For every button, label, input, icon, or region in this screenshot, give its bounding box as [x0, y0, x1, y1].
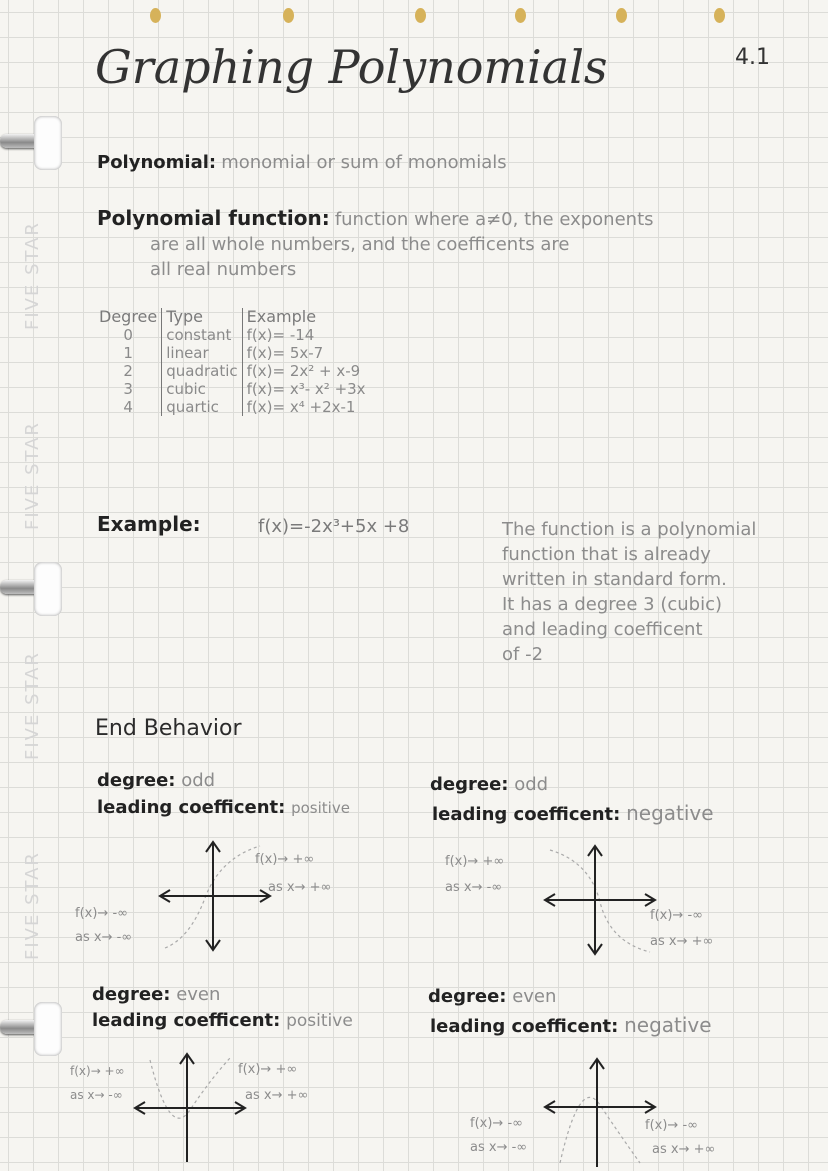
- end-behavior-annotation: f(x)→ +∞: [238, 1062, 298, 1077]
- table-cell: f(x)= x⁴ +2x-1: [242, 398, 369, 416]
- end-behavior-annotation: as x→ +∞: [650, 934, 714, 949]
- end-behavior-annotation: as x→ +∞: [652, 1142, 716, 1157]
- definition-separator: :: [321, 206, 330, 230]
- example-function: f(x)=-2x³+5x +8: [258, 516, 410, 537]
- end-behavior-heading: End Behavior: [95, 716, 242, 741]
- polynomial-types-table: [95, 308, 370, 416]
- binder-ring: [0, 114, 60, 172]
- table-cell: quartic: [162, 398, 242, 416]
- polynomial-function-definition: [97, 206, 654, 230]
- binder-dot: [283, 8, 294, 23]
- end-behavior-annotation: f(x)→ +∞: [70, 1064, 125, 1078]
- case-degree: [92, 984, 220, 1005]
- coefficient-value: positive: [286, 1011, 353, 1031]
- end-behavior-annotation: f(x)→ -∞: [75, 906, 128, 921]
- polynomial-function-line: function where a≠0, the exponents: [334, 209, 654, 230]
- table-header: Degree: [99, 307, 158, 326]
- example-explanation: [502, 517, 822, 667]
- coefficient-label: leading coefficent:: [432, 804, 621, 825]
- table-cell: 2: [123, 362, 133, 380]
- definition-separator: :: [208, 152, 217, 173]
- table-header: Type: [162, 308, 242, 326]
- binder-dot: [515, 8, 526, 23]
- table-cell: f(x)= x³- x² +3x: [242, 380, 369, 398]
- explanation-line: written in standard form.: [502, 569, 727, 590]
- binder-ring: [0, 1000, 60, 1058]
- table-cell: 1: [123, 344, 133, 362]
- binder-dot: [415, 8, 426, 23]
- table-row: [95, 326, 370, 344]
- table-row: [95, 380, 370, 398]
- end-behavior-graph: [540, 1055, 660, 1170]
- end-behavior-annotation: as x→ -∞: [75, 930, 133, 945]
- page-number: 4.1: [735, 45, 770, 70]
- example-label: Example:: [97, 512, 201, 536]
- coefficient-label: leading coefficent:: [97, 797, 286, 818]
- case-degree: [97, 770, 215, 791]
- explanation-line: function that is already: [502, 544, 711, 565]
- end-behavior-annotation: f(x)→ -∞: [645, 1118, 698, 1133]
- binder-ring: [0, 560, 60, 618]
- table-cell: f(x)= 2x² + x-9: [242, 362, 369, 380]
- table-cell: f(x)= -14: [242, 326, 369, 344]
- table-cell: constant: [162, 326, 242, 344]
- table-cell: linear: [162, 344, 242, 362]
- degree-label: degree:: [97, 770, 176, 791]
- end-behavior-annotation: f(x)→ +∞: [255, 852, 315, 867]
- explanation-line: The function is a polynomial: [502, 519, 757, 540]
- coefficient-value: negative: [624, 1013, 712, 1037]
- explanation-line: It has a degree 3 (cubic): [502, 594, 723, 615]
- coefficient-label: leading coefficent:: [92, 1010, 281, 1031]
- table-row: [95, 362, 370, 380]
- binder-dot: [714, 8, 725, 23]
- brand-watermark: FIVE STAR: [22, 421, 43, 530]
- end-behavior-annotation: as x→ +∞: [268, 880, 332, 895]
- degree-value: odd: [181, 770, 216, 791]
- polynomial-function-line: are all whole numbers, and the coefficents are: [150, 234, 570, 255]
- brand-watermark: FIVE STAR: [22, 651, 43, 760]
- end-behavior-annotation: as x→ -∞: [70, 1088, 123, 1102]
- case-coefficient: [432, 801, 714, 825]
- end-behavior-annotation: as x→ -∞: [445, 880, 503, 895]
- table-cell: cubic: [162, 380, 242, 398]
- degree-label: degree:: [430, 774, 509, 795]
- polynomial-function-term: Polynomial function: [97, 206, 322, 230]
- case-coefficient: [92, 1010, 353, 1031]
- end-behavior-graph: [130, 1050, 250, 1168]
- explanation-line: and leading coefficent: [502, 619, 703, 640]
- explanation-line: of -2: [502, 644, 544, 665]
- table-header-row: [95, 308, 370, 326]
- brand-watermark: FIVE STAR: [22, 851, 43, 960]
- table-header: Example: [242, 308, 369, 326]
- end-behavior-annotation: as x→ -∞: [470, 1140, 528, 1155]
- case-degree: [428, 986, 556, 1007]
- table-cell: quadratic: [162, 362, 242, 380]
- polynomial-text: monomial or sum of monomials: [221, 152, 507, 173]
- binder-dot: [616, 8, 627, 23]
- polynomial-definition: [97, 152, 507, 173]
- case-degree: [430, 774, 548, 795]
- case-coefficient: [97, 797, 350, 818]
- table-cell: 0: [123, 326, 133, 344]
- table-cell: 4: [123, 398, 133, 416]
- page-title: Graphing Polynomials: [95, 40, 608, 94]
- coefficient-value: positive: [291, 799, 350, 817]
- degree-value: odd: [514, 774, 549, 795]
- case-coefficient: [430, 1013, 712, 1037]
- coefficient-label: leading coefficent:: [430, 1016, 619, 1037]
- brand-watermark: FIVE STAR: [22, 221, 43, 330]
- end-behavior-annotation: f(x)→ -∞: [650, 908, 703, 923]
- end-behavior-annotation: f(x)→ -∞: [470, 1116, 523, 1131]
- degree-value: even: [176, 984, 221, 1005]
- table-row: [95, 398, 370, 416]
- end-behavior-annotation: f(x)→ +∞: [445, 854, 505, 869]
- polynomial-function-line: all real numbers: [150, 259, 297, 280]
- table-cell: 3: [123, 380, 133, 398]
- table-row: [95, 344, 370, 362]
- end-behavior-annotation: as x→ +∞: [245, 1088, 309, 1103]
- degree-label: degree:: [92, 984, 171, 1005]
- degree-value: even: [512, 986, 557, 1007]
- degree-label: degree:: [428, 986, 507, 1007]
- binder-dot: [150, 8, 161, 23]
- coefficient-value: negative: [626, 801, 714, 825]
- table-cell: f(x)= 5x-7: [242, 344, 369, 362]
- end-behavior-graph: [535, 842, 665, 960]
- polynomial-term: Polynomial: [97, 152, 209, 173]
